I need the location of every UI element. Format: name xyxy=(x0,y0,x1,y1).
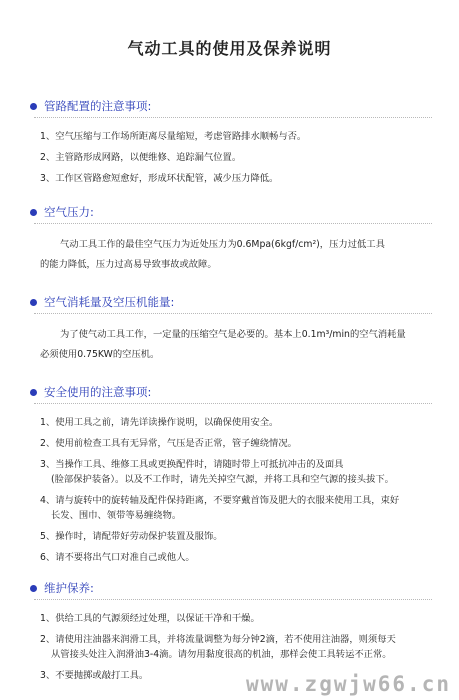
bullet-dot-icon xyxy=(30,103,37,110)
list-item: 1、供给工具的气源须经过处理，以保证干净和干燥。 xyxy=(40,613,260,624)
list-item: 2、使用前检查工具有无异常，气压是否正常，管子缠绕情况。 xyxy=(40,438,297,449)
page-title: 气动工具的使用及保养说明 xyxy=(127,39,332,58)
list-item: 2、主管路形成网路，以便维修、追踪漏气位置。 xyxy=(40,152,242,163)
section-divider xyxy=(34,117,432,118)
bullet-dot-icon xyxy=(30,389,37,396)
list-item xyxy=(40,457,440,493)
bullet-dot-icon xyxy=(30,299,37,306)
list-item: 5、操作时，请配带好劳动保护装置及服饰。 xyxy=(40,531,223,542)
section-heading-text: 管路配置的注意事项: xyxy=(44,99,152,113)
bullet-dot-icon xyxy=(30,585,37,592)
list-item-line: (脸部保护装备）。以及不工作时，请先关掉空气源，并将工具和空气源的接头拔下。 xyxy=(51,474,394,485)
section-heading-text: 维护保养: xyxy=(44,581,94,595)
section-divider xyxy=(34,403,432,404)
section-heading-text: 空气压力: xyxy=(44,205,94,219)
list-item-line: 长发、围巾、领带等易缠绕物。 xyxy=(51,510,182,521)
section-divider xyxy=(34,313,432,314)
list-item-line: 从管接头处注入润滑油3-4滴。请勿用黏度很高的机油，那样会使工具转运不正常。 xyxy=(51,649,392,660)
paragraph-line: 气动工具工作的最佳空气压力为近处压力为0.6Mpa(6kgf/cm²)，压力过低工具 xyxy=(60,239,385,250)
section-paragraph xyxy=(40,235,450,275)
list-item: 1、空气压缩与工作场所距离尽量缩短，考虑管路排水顺畅与否。 xyxy=(40,131,307,142)
list-item xyxy=(40,632,440,668)
list-item: 1、使用工具之前，请先详读操作说明，以确保使用安全。 xyxy=(40,417,279,428)
list-item: 3、不要抛掷或敲打工具。 xyxy=(40,670,149,681)
section-divider xyxy=(34,599,432,600)
section-items xyxy=(40,129,440,192)
list-item: 6、请不要将出气口对准自己或他人。 xyxy=(40,552,195,563)
section-heading xyxy=(30,384,151,400)
section-heading xyxy=(30,580,94,596)
section-divider xyxy=(34,223,432,224)
site-watermark: www.zgwjw66.cn xyxy=(245,672,451,696)
section-heading xyxy=(30,98,151,114)
list-item xyxy=(40,493,440,529)
list-item-line: 3、当操作工具、维修工具或更换配件时，请随时带上可抵抗冲击的及面具 xyxy=(40,459,344,470)
section-paragraph xyxy=(40,325,450,365)
list-item-line: 4、请与旋转中的旋转轴及配件保持距离，不要穿戴首饰及肥大的衣服来使用工具，束好 xyxy=(40,495,400,506)
paragraph-line: 为了使气动工具工作，一定量的压缩空气是必要的。基本上0.1m³/min的空气消耗量 xyxy=(60,329,406,340)
paragraph-line: 的能力降低，压力过高易导致事故或故障。 xyxy=(40,259,217,270)
section-items xyxy=(40,415,440,571)
section-heading-text: 空气消耗量及空压机能量: xyxy=(44,295,175,309)
list-item: 3、工作区管路愈短愈好，形成环状配管，减少压力降低。 xyxy=(40,173,279,184)
section-heading xyxy=(30,294,174,310)
paragraph-line: 必须使用0.75KW的空压机。 xyxy=(40,349,160,360)
bullet-dot-icon xyxy=(30,209,37,216)
section-heading xyxy=(30,204,94,220)
section-heading-text: 安全使用的注意事项: xyxy=(44,385,152,399)
list-item-line: 2、请使用注油器来润滑工具，并将流量调整为每分钟2滴，若不使用注油器，则须每天 xyxy=(40,634,396,645)
